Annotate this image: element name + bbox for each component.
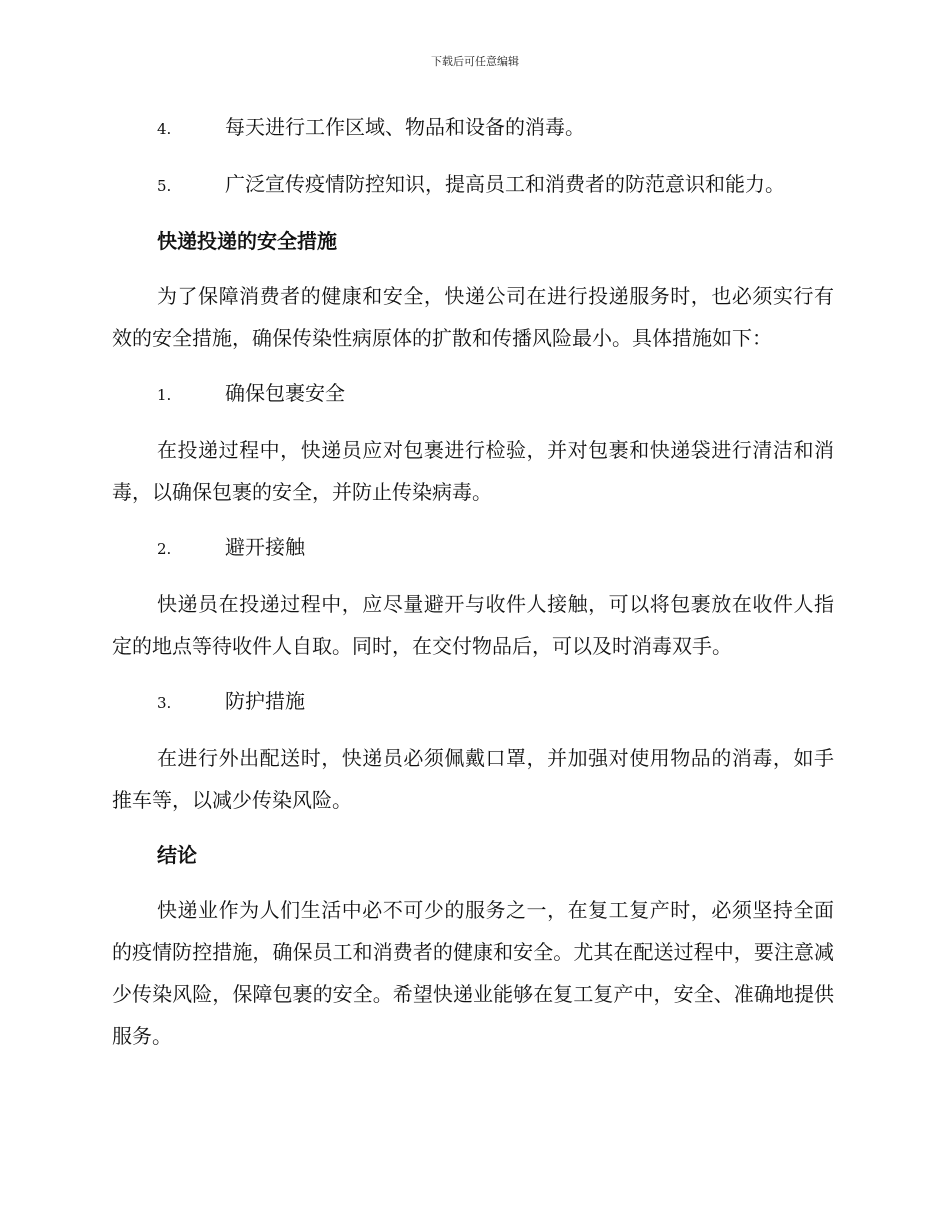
document-body [112, 106, 834, 1057]
list-text: 广泛宣传疫情防控知识，提高员工和消费者的防范意识和能力。 [225, 172, 785, 196]
page-header-note: 下载后可任意编辑 [431, 55, 519, 68]
list-text: 防护措施 [225, 689, 305, 713]
list-text: 每天进行工作区域、物品和设备的消毒。 [225, 115, 585, 139]
list-text: 避开接触 [225, 535, 305, 559]
paragraph-conclusion: 快递业作为人们生活中必不可少的服务之一，在复工复产时，必须坚持全面的疫情防控措施，确保员工和消费者的健康和安全。尤其在配送过程中，要注意减少传染风险，保障包裹的安全。希望快递业能够在复工复产中，安全、准确地提供服务。 [112, 898, 834, 1048]
measure-item-2 [112, 526, 834, 570]
list-number: 1. [157, 386, 172, 404]
paragraph-safety-intro: 为了保障消费者的健康和安全，快递公司在进行投递服务时，也必须实行有效的安全措施，确保传染性病原体的扩散和传播风险最小。具体措施如下： [112, 284, 834, 350]
list-text: 确保包裹安全 [225, 381, 345, 405]
paragraph-measure-3: 在进行外出配送时，快递员必须佩戴口罩，并加强对使用物品的消毒，如手推车等，以减少传染风险。 [112, 746, 834, 812]
list-number: 2. [157, 540, 172, 558]
paragraph-measure-1: 在投递过程中，快递员应对包裹进行检验，并对包裹和快递袋进行清洁和消毒，以确保包裹的安全，并防止传染病毒。 [112, 438, 834, 504]
section-heading-conclusion: 结论 [157, 843, 197, 867]
list-item-5 [112, 163, 834, 207]
section-heading-delivery-safety: 快递投递的安全措施 [157, 229, 337, 253]
list-item-4 [112, 106, 834, 150]
measure-item-1 [112, 372, 834, 416]
list-number: 3. [157, 694, 172, 712]
paragraph-measure-2: 快递员在投递过程中，应尽量避开与收件人接触，可以将包裹放在收件人指定的地点等待收件人自取。同时，在交付物品后，可以及时消毒双手。 [112, 592, 834, 658]
list-number: 4. [157, 120, 172, 138]
measure-item-3 [112, 680, 834, 724]
list-number: 5. [157, 177, 172, 195]
